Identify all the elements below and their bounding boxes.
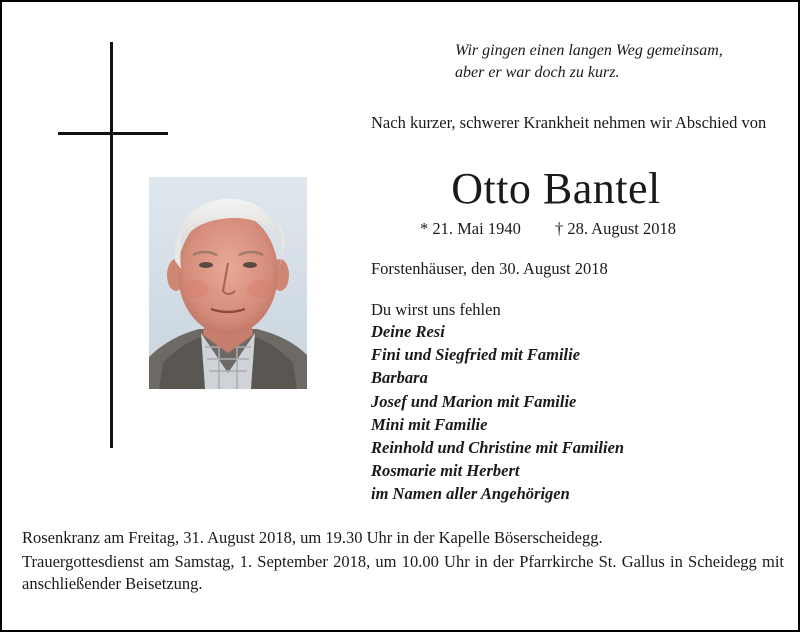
life-dates [420,218,750,240]
motto-line-2: aber er war doch zu kurz. [455,64,620,81]
mourner-entry: Fini und Siegfried mit Familie [371,345,581,365]
birth-date: * 21. Mai 1940 [420,219,521,238]
rosary-info: Rosenkranz am Freitag, 31. August 2018, um 19.30 Uhr in der Kapelle Böserscheidegg. [22,528,603,547]
mourners-intro: Du wirst uns fehlen [371,300,501,319]
mourner-entry: Rosmarie mit Herbert [371,461,520,481]
mourner-entry: Deine Resi [371,322,445,341]
mourners-list [371,320,791,506]
mourner-entry: im Namen aller Angehörigen [371,484,570,504]
portrait-photo [149,177,307,389]
deceased-name: Otto Bantel [451,164,661,213]
motto-quote [455,40,795,84]
cross-vertical-bar [110,42,113,448]
mourner-entry: Josef und Marion mit Familie [371,391,577,411]
death-date: † 28. August 2018 [554,219,676,238]
mourner-entry: Mini mit Familie [371,414,488,434]
funeral-info: Trauergottesdienst am Samstag, 1. September 2018, um 10.00 Uhr in der Pfarrkirche St. Gallus in Scheidegg mit anschließender Beisetzung. [22,552,784,593]
cross-horizontal-bar [58,132,168,135]
mourner-entry: Reinhold und Christine mit Familien [371,438,625,458]
intro-text: Nach kurzer, schwerer Krankheit nehmen wir Abschied von [371,113,767,132]
service-details [22,527,784,595]
place-and-date: Forstenhäuser, den 30. August 2018 [371,259,608,278]
motto-line-1: Wir gingen einen langen Weg gemeinsam, [455,42,723,59]
mourner-entry: Barbara [371,368,428,388]
